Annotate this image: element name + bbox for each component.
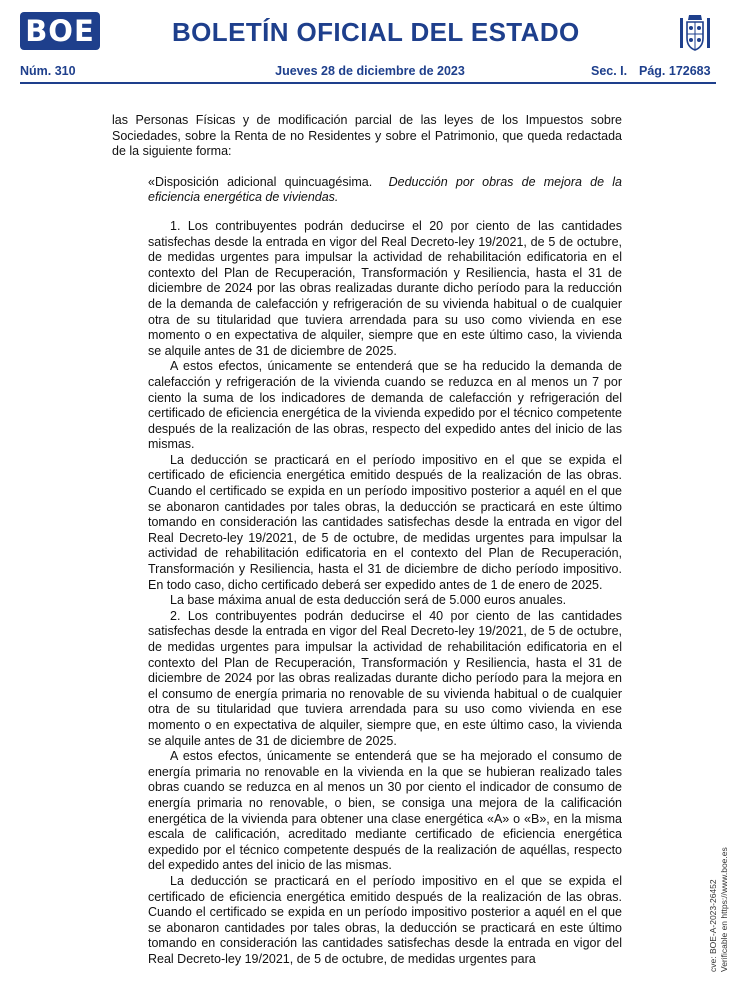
paragraph: 2. Los contribuyentes podrán deducirse el 40 por ciento de las cantidades satisfechas desde la entrada en vigor del Real Decreto-ley 19/2021, de 5 de octubre, de medidas urgentes para impulsar la actividad de rehabilitación edificatoria en el contexto del Plan de Recuperación, Transformación y Resiliencia, hasta el 31 de diciembre de 2024 por las obras realizadas durante dicho período para la mejora en el consumo de energía primaria no renovable de su vivienda habitual o de cualquier otra de su titularidad que tuviera arrendada para su uso como vivienda en ese momento o en expectativa de alquiler, siempre que, en este último caso, la vivienda se alquile antes de 31 de diciembre de 2025.	[148, 608, 622, 748]
paragraph: La base máxima anual de esta deducción será de 5.000 euros anuales.	[170, 593, 567, 608]
paragraph: 1. Los contribuyentes podrán deducirse el 20 por ciento de las cantidades satisfechas desde la entrada en vigor del Real Decreto-ley 19/2021, de 5 de octubre, de medidas urgentes para impulsar la actividad de rehabilitación edificatoria en el contexto del Plan de Recuperación, Transformación y Resiliencia, hasta el 31 de diciembre de 2024 por las obras realizadas durante dicho período para la reducción de la demanda de calefacción y refrigeración de su vivienda habitual o de cualquier otra de su titularidad que tuviera arrendada para su uso como vivienda en ese momento o en expectativa de alquiler, siempre que en este último caso, la vivienda se alquile antes de 31 de diciembre de 2025.	[148, 218, 622, 358]
page-title: BOLETÍN OFICIAL DEL ESTADO	[172, 17, 580, 47]
provision-number: «Disposición adicional quincuagésima.	[148, 174, 373, 189]
coat-of-arms-icon	[676, 10, 714, 54]
provision-heading	[148, 175, 622, 206]
paragraph: La deducción se practicará en el período impositivo en el que se expida el certificado de eficiencia energética emitido después de la realización de las obras. Cuando el certificado se expida en un período impositivo posterior a aquél en el que se abonaron cantidades por tales obras, la deducción se practicará en este último tomando en consideración las cantidades satisfechas desde la entrada en vigor del Real Decreto-ley 19/2021, de 5 de octubre, de medidas urgentes para impulsar la actividad de rehabilitación edificatoria en el contexto del Plan de Recuperación, Transformación y Resiliencia, hasta el 31 de diciembre de dicho período impositivo. En todo caso, dicho certificado deberá ser expedido antes de 1 de enero de 2025.	[148, 452, 622, 592]
page-number: Pág. 172683	[639, 64, 711, 78]
publication-date: Jueves 28 de diciembre de 2023	[275, 64, 465, 78]
paragraph: A estos efectos, únicamente se entenderá que se ha reducido la demanda de calefacción y refrigeración de la vivienda cuando se reduzca en al menos un 7 por ciento la suma de los indicadores de demanda de calefacción y refrigeración del certificado de eficiencia energética de la vivienda expedido por el técnico competente después de la realización de las obras, respecto del expedido antes del inicio de las mismas.	[148, 359, 622, 452]
boe-logo[interactable]	[20, 12, 100, 50]
logo-text: BOE	[25, 14, 95, 48]
paragraph: La deducción se practicará en el período impositivo en el que se expida el certificado de eficiencia energética emitido después de la realización de las obras. Cuando el certificado se expida en un período impositivo posterior a aquél en el que se abonaron cantidades por tales obras, la deducción se practicará en este último tomando en consideración las cantidades satisfechas desde la entrada en vigor del Real Decreto-ley 19/2021, de 5 de octubre, de medidas urgentes para	[148, 873, 622, 966]
verification-note	[708, 847, 730, 972]
provision-title: Deducción por obras de mejora de la eficiencia energética de viviendas.	[148, 174, 622, 205]
section-label: Sec. I.	[591, 64, 628, 78]
intro-paragraph: las Personas Físicas y de modificación parcial de las leyes de los Impuestos sobre Sociedades, sobre la Renta de no Residentes y sobre el Patrimonio, que queda redactada de la siguiente forma:	[112, 113, 622, 159]
document-body	[112, 113, 622, 967]
issue-number: Núm. 310	[20, 64, 76, 78]
cve-code: cve: BOE-A-2023-26452	[708, 879, 718, 972]
verification-url[interactable]: Verificable en https://www.boe.es	[719, 847, 729, 972]
header-divider	[20, 82, 716, 84]
quoted-provision	[148, 175, 622, 968]
paragraph: A estos efectos, únicamente se entenderá que se ha mejorado el consumo de energía primaria no renovable en la vivienda en la que se hubieran realizado tales obras cuando se reduzca en al menos un 30 por ciento el indicador de consumo de energía primaria no renovable, o bien, se consiga una mejora de la calificación energética de la vivienda para obtener una clase energética «A» o «B», en la misma escala de calificación, acreditado mediante certificado de eficiencia energética expedido por el técnico competente después de la realización de aquéllas, respecto del expedido antes del inicio de las mismas.	[148, 749, 622, 873]
